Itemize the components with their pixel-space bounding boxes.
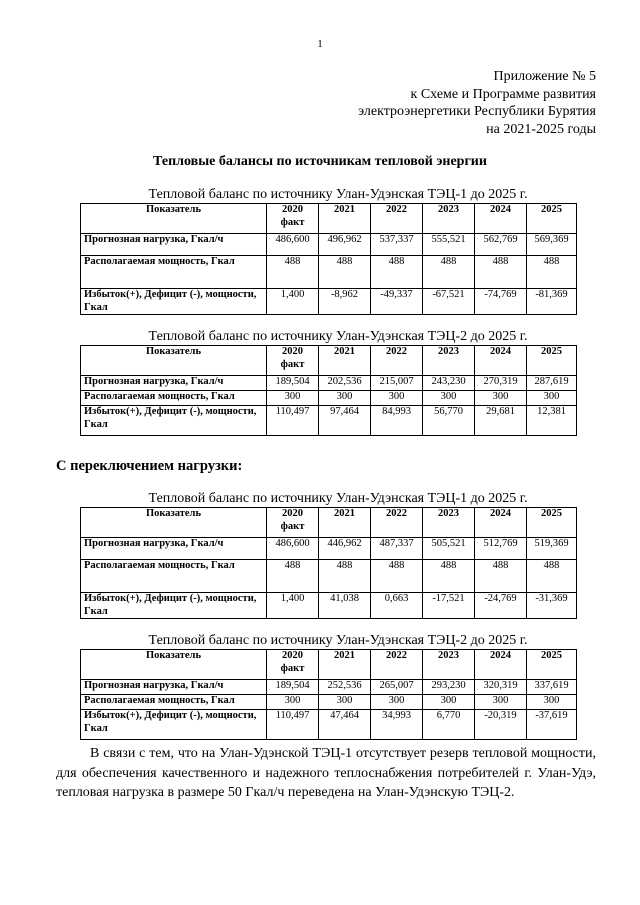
row-label: Прогнозная нагрузка, Гкал/ч — [81, 680, 267, 695]
column-header-year: 2021 — [319, 204, 371, 234]
table-cell: 189,504 — [267, 680, 319, 695]
appendix-line: на 2021-2025 годы — [486, 121, 596, 137]
table-cell: 270,319 — [475, 376, 527, 391]
page-number: 1 — [317, 38, 323, 50]
table-cell: 189,504 — [267, 376, 319, 391]
row-label: Избыток(+), Дефицит (-), мощности, Гкал — [81, 593, 267, 619]
table-cell: 300 — [527, 391, 577, 406]
column-header-year: 2023 — [423, 508, 475, 538]
table-cell: 487,337 — [371, 538, 423, 560]
table-cell: 569,369 — [527, 234, 577, 256]
table-cell: 12,381 — [527, 406, 577, 436]
row-label: Располагаемая мощность, Гкал — [81, 391, 267, 406]
table-header-row — [81, 346, 577, 376]
table-row — [81, 289, 577, 315]
table-cell: 300 — [423, 695, 475, 710]
table-cell: -31,369 — [527, 593, 577, 619]
row-label: Располагаемая мощность, Гкал — [81, 560, 267, 593]
table-block — [80, 328, 576, 436]
document-title: Тепловые балансы по источникам тепловой энергии — [153, 154, 487, 169]
table-cell: -67,521 — [423, 289, 475, 315]
table-row — [81, 680, 577, 695]
table-cell: 6,770 — [423, 710, 475, 740]
table-row — [81, 234, 577, 256]
table-cell: -8,962 — [319, 289, 371, 315]
row-label: Прогнозная нагрузка, Гкал/ч — [81, 538, 267, 560]
table-cell: -17,521 — [423, 593, 475, 619]
table-row — [81, 710, 577, 740]
table-cell: -37,619 — [527, 710, 577, 740]
table-caption: Тепловой баланс по источнику Улан-Удэнская ТЭЦ-1 до 2025 г. — [148, 491, 528, 506]
table-cell: 488 — [267, 560, 319, 593]
column-header-year: 2025 — [527, 650, 577, 680]
column-header-year: 2020 факт — [267, 508, 319, 538]
table-cell: 555,521 — [423, 234, 475, 256]
row-label: Прогнозная нагрузка, Гкал/ч — [81, 234, 267, 256]
column-header-year: 2021 — [319, 346, 371, 376]
row-label: Избыток(+), Дефицит (-), мощности, Гкал — [81, 710, 267, 740]
column-header-indicator: Показатель — [81, 346, 267, 376]
table-block — [80, 186, 576, 315]
column-header-year: 2021 — [319, 650, 371, 680]
table-cell: 537,337 — [371, 234, 423, 256]
table-cell: 496,962 — [319, 234, 371, 256]
column-header-year: 2022 — [371, 204, 423, 234]
table-cell: 488 — [527, 560, 577, 593]
table-cell: 337,619 — [527, 680, 577, 695]
table-cell: 0,663 — [371, 593, 423, 619]
table-cell: -81,369 — [527, 289, 577, 315]
table-cell: -74,769 — [475, 289, 527, 315]
table-row — [81, 560, 577, 593]
row-label: Избыток(+), Дефицит (-), мощности, Гкал — [81, 289, 267, 315]
table-cell: 505,521 — [423, 538, 475, 560]
column-header-year: 2022 — [371, 346, 423, 376]
row-label: Избыток(+), Дефицит (-), мощности, Гкал — [81, 406, 267, 436]
table-cell: 446,962 — [319, 538, 371, 560]
table-cell: 488 — [423, 560, 475, 593]
table-cell: 488 — [371, 256, 423, 289]
column-header-year: 2020 факт — [267, 204, 319, 234]
table-cell: 300 — [267, 695, 319, 710]
column-header-year: 2024 — [475, 650, 527, 680]
column-header-year: 2025 — [527, 346, 577, 376]
appendix-line: Приложение № 5 — [493, 69, 596, 84]
table-cell: 300 — [267, 391, 319, 406]
table-caption: Тепловой баланс по источнику Улан-Удэнская ТЭЦ-1 до 2025 г. — [148, 187, 528, 202]
table-cell: 486,600 — [267, 234, 319, 256]
table-cell: 519,369 — [527, 538, 577, 560]
table-cell: 300 — [475, 391, 527, 406]
table-cell: 512,769 — [475, 538, 527, 560]
table-cell: 1,400 — [267, 593, 319, 619]
table-cell: 300 — [423, 391, 475, 406]
table-cell: -20,319 — [475, 710, 527, 740]
table-cell: 34,993 — [371, 710, 423, 740]
table-cell: 488 — [475, 560, 527, 593]
table-row — [81, 538, 577, 560]
table-cell: 202,536 — [319, 376, 371, 391]
column-header-year: 2022 — [371, 650, 423, 680]
table-header-row — [81, 508, 577, 538]
appendix-header — [358, 68, 596, 138]
table-cell: 488 — [475, 256, 527, 289]
balance-table — [80, 345, 577, 436]
table-cell: 41,038 — [319, 593, 371, 619]
table-cell: 293,230 — [423, 680, 475, 695]
table-cell: 300 — [371, 391, 423, 406]
table-cell: -49,337 — [371, 289, 423, 315]
table-row — [81, 593, 577, 619]
column-header-indicator: Показатель — [81, 204, 267, 234]
balance-table — [80, 203, 577, 315]
table-cell: 320,319 — [475, 680, 527, 695]
appendix-line: к Схеме и Программе развития — [410, 86, 596, 102]
table-cell: 488 — [423, 256, 475, 289]
balance-table — [80, 649, 577, 740]
table-cell: 488 — [319, 560, 371, 593]
table-cell: 488 — [267, 256, 319, 289]
table-header-row — [81, 204, 577, 234]
column-header-year: 2025 — [527, 204, 577, 234]
section-heading: С переключением нагрузки: — [56, 458, 243, 474]
table-row — [81, 376, 577, 391]
column-header-year: 2024 — [475, 508, 527, 538]
table-cell: 56,770 — [423, 406, 475, 436]
column-header-year: 2022 — [371, 508, 423, 538]
table-cell: 300 — [527, 695, 577, 710]
column-header-indicator: Показатель — [81, 508, 267, 538]
table-row — [81, 256, 577, 289]
body-paragraph: В связи с тем, что на Улан-Удэнской ТЭЦ-1 отсутствует резерв тепловой мощности, для обеспечения качественного и надежного теплоснабжения потребителей г. Улан-Удэ, тепловая нагрузка в размере 50 Гкал/ч переведена на Улан-Удэнскую ТЭЦ-2. — [56, 746, 596, 800]
table-cell: 488 — [371, 560, 423, 593]
column-header-year: 2023 — [423, 346, 475, 376]
table-cell: 110,497 — [267, 710, 319, 740]
table-cell: 300 — [371, 695, 423, 710]
table-row — [81, 695, 577, 710]
table-cell: 252,536 — [319, 680, 371, 695]
balance-table — [80, 507, 577, 619]
column-header-year: 2021 — [319, 508, 371, 538]
table-cell: 300 — [475, 695, 527, 710]
table-cell: 1,400 — [267, 289, 319, 315]
appendix-line: электроэнергетики Республики Бурятия — [358, 104, 596, 119]
column-header-indicator: Показатель — [81, 650, 267, 680]
table-row — [81, 406, 577, 436]
table-cell: 562,769 — [475, 234, 527, 256]
row-label: Прогнозная нагрузка, Гкал/ч — [81, 376, 267, 391]
table-cell: 110,497 — [267, 406, 319, 436]
table-cell: 486,600 — [267, 538, 319, 560]
column-header-year: 2020 факт — [267, 346, 319, 376]
table-cell: 84,993 — [371, 406, 423, 436]
table-row — [81, 391, 577, 406]
column-header-year: 2024 — [475, 204, 527, 234]
column-header-year: 2024 — [475, 346, 527, 376]
table-cell: 300 — [319, 391, 371, 406]
table-cell: 29,681 — [475, 406, 527, 436]
column-header-year: 2025 — [527, 508, 577, 538]
table-cell: -24,769 — [475, 593, 527, 619]
table-block — [80, 632, 576, 740]
table-header-row — [81, 650, 577, 680]
row-label: Располагаемая мощность, Гкал — [81, 695, 267, 710]
table-cell: 265,007 — [371, 680, 423, 695]
table-cell: 47,464 — [319, 710, 371, 740]
table-block — [80, 490, 576, 619]
column-header-year: 2020 факт — [267, 650, 319, 680]
table-cell: 488 — [527, 256, 577, 289]
table-caption: Тепловой баланс по источнику Улан-Удэнская ТЭЦ-2 до 2025 г. — [148, 329, 528, 344]
table-cell: 215,007 — [371, 376, 423, 391]
table-caption: Тепловой баланс по источнику Улан-Удэнская ТЭЦ-2 до 2025 г. — [148, 633, 528, 648]
row-label: Располагаемая мощность, Гкал — [81, 256, 267, 289]
table-cell: 300 — [319, 695, 371, 710]
table-cell: 243,230 — [423, 376, 475, 391]
table-cell: 97,464 — [319, 406, 371, 436]
table-cell: 488 — [319, 256, 371, 289]
column-header-year: 2023 — [423, 204, 475, 234]
table-cell: 287,619 — [527, 376, 577, 391]
column-header-year: 2023 — [423, 650, 475, 680]
